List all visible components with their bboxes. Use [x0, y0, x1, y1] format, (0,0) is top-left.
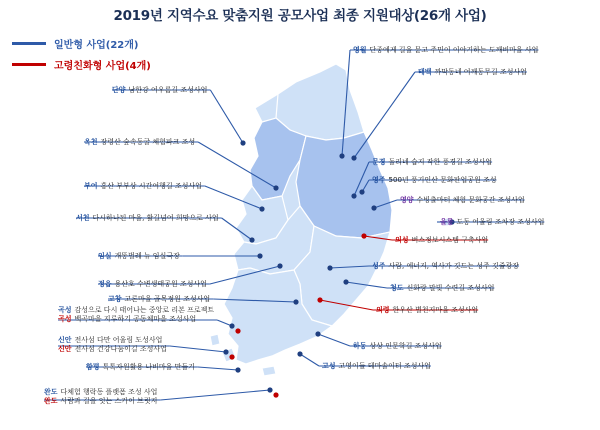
- callout-text: 백곡마을 지루하기 공동체마을 조성사업: [74, 315, 197, 323]
- left-callout: [58, 306, 214, 324]
- callout-text: 돌리네 습지 작한 풍경길 조성사업: [388, 158, 493, 166]
- callout-line: [418, 68, 527, 77]
- callout-line: [440, 218, 544, 227]
- callout-text: 전사섬 다만 어울림 도성사업: [74, 336, 163, 344]
- callout-region: 고창: [108, 295, 122, 303]
- callout-text: 도동 어울림 조차장 조성사업: [456, 218, 545, 226]
- callout-region: 신안: [58, 336, 72, 344]
- legend-general-label: 일반형 사업(22개): [54, 40, 139, 51]
- right-callout: [390, 284, 494, 293]
- right-region-marker: [317, 297, 322, 302]
- left-callout: [108, 295, 210, 304]
- callout-line: [98, 280, 207, 289]
- page-title: 2019년 지역수요 맞춤지원 공모사업 최종 지원대상(26개 사업): [113, 8, 487, 24]
- callout-line: [112, 86, 207, 95]
- right-leader-line: [318, 334, 350, 346]
- callout-text: 장령산 숲속동굴 체험파크 조성: [100, 138, 196, 146]
- left-region-marker: [223, 349, 228, 354]
- legend-general: [12, 36, 139, 51]
- callout-region: 의령: [376, 306, 390, 314]
- left-callout: [98, 280, 207, 289]
- left-region-marker: [259, 206, 264, 211]
- left-leader-line: [170, 346, 226, 352]
- callout-line: [390, 284, 494, 293]
- right-callout: [400, 196, 525, 205]
- left-callout: [76, 214, 219, 223]
- callout-text: 개똥벌레 뉴 임실극장: [114, 252, 180, 260]
- left-region-marker: [277, 263, 282, 268]
- callout-region: 고성: [322, 362, 336, 370]
- callout-text: 다체험 행락동 플랫폼 조성 사업: [60, 388, 158, 396]
- callout-text: 감성으로 다시 태어나는 중앙로 리본 프로젝트: [74, 306, 215, 314]
- right-callout: [353, 342, 442, 351]
- right-callout: [376, 306, 478, 315]
- callout-line: [44, 388, 157, 397]
- callout-line: [44, 397, 157, 406]
- callout-line: [353, 342, 442, 351]
- callout-region: 부여: [84, 182, 98, 190]
- right-region-marker: [351, 155, 356, 160]
- callout-region: 정읍: [98, 280, 112, 288]
- right-region-marker: [297, 351, 302, 356]
- callout-line: [98, 252, 180, 261]
- right-region-marker: [339, 153, 344, 158]
- callout-region: 문경: [372, 158, 386, 166]
- right-callout: [418, 68, 527, 77]
- map-island-1: [222, 348, 236, 362]
- callout-line: [76, 214, 219, 223]
- legend-senior: [12, 57, 151, 72]
- callout-region: 완도: [44, 397, 58, 405]
- callout-line: [84, 138, 195, 147]
- callout-region: 청도: [390, 284, 404, 292]
- callout-text: 톡톡자원활용 나비마을 만들기: [102, 363, 195, 371]
- right-callout: [440, 218, 544, 227]
- callout-text: 고영이들 테마솔이터 조성사업: [338, 362, 431, 370]
- right-leader-line: [300, 354, 319, 366]
- left-region-marker: [267, 387, 272, 392]
- left-region-marker: [257, 253, 262, 258]
- right-region-marker: [361, 233, 366, 238]
- map-regions: [210, 64, 451, 376]
- left-callout: [58, 336, 167, 354]
- callout-text: 단종에게 길을 묻고 주민이 이야기하는 도깨비마을 사업: [369, 46, 539, 54]
- callout-text: 고론마을 골목정원 조성사업: [124, 295, 211, 303]
- callout-text: 신화랑 말빛 수련길 조성사업: [406, 284, 495, 292]
- right-callout: [395, 236, 488, 245]
- callout-text: 용산호 수변생태공원 조성사업: [114, 280, 207, 288]
- callout-line: [372, 262, 519, 271]
- callout-line: [322, 362, 431, 371]
- right-region-marker: [371, 205, 376, 210]
- right-callout: [322, 362, 431, 371]
- callout-text: 수빙출마터 체험 문화공간 조성사업: [416, 196, 525, 204]
- map-island-2: [210, 334, 220, 346]
- legend-senior-label: 고령친화형 사업(4개): [54, 61, 151, 72]
- map-island-3: [262, 366, 276, 376]
- right-leader-line: [354, 72, 415, 158]
- left-callout: [44, 388, 157, 406]
- right-callout: [372, 158, 492, 167]
- callout-text: 버스정보시스템 구축사업: [411, 236, 489, 244]
- right-callout: [372, 176, 496, 185]
- callout-region: 의성: [395, 236, 409, 244]
- left-region-marker-senior: [229, 354, 234, 359]
- left-region-marker: [249, 237, 254, 242]
- left-callout: [98, 252, 180, 261]
- right-region-marker: [359, 189, 364, 194]
- left-leader-line: [210, 90, 243, 143]
- right-callout: [353, 46, 538, 55]
- callout-line: [58, 306, 214, 315]
- callout-line: [84, 182, 202, 191]
- callout-region: 서천: [76, 214, 90, 222]
- left-callout: [84, 138, 195, 147]
- callout-region: 성주: [372, 262, 386, 270]
- legend-general-swatch: [12, 42, 46, 45]
- right-region-marker: [343, 279, 348, 284]
- callout-region: 곡성: [58, 306, 72, 314]
- callout-text: 사람과 길을 잇는 스카이 브릿지: [60, 397, 158, 405]
- left-region-marker: [273, 185, 278, 190]
- callout-region: 영월: [353, 46, 367, 54]
- right-callout: [372, 262, 519, 271]
- left-leader-line: [198, 367, 238, 370]
- callout-region: 완도: [44, 388, 58, 396]
- callout-text: 전사섬 건강나눔이길 조성사업: [74, 345, 167, 353]
- callout-line: [58, 345, 167, 354]
- callout-line: [58, 315, 214, 324]
- right-region-marker: [327, 265, 332, 270]
- left-region-marker-senior: [235, 328, 240, 333]
- callout-text: 까막동네 어깨동무길 조성사업: [434, 68, 527, 76]
- callout-region: 영주: [372, 176, 386, 184]
- callout-region: 함평: [86, 363, 100, 371]
- right-region-marker: [315, 331, 320, 336]
- callout-region: 울릉: [440, 218, 454, 226]
- callout-line: [395, 236, 488, 245]
- callout-text: 홍산 부부상 시간여행길 조성사업: [100, 182, 202, 190]
- callout-line: [58, 336, 167, 345]
- callout-line: [108, 295, 210, 304]
- left-callout: [112, 86, 207, 95]
- callout-region: 하동: [353, 342, 367, 350]
- callout-region: 곡성: [58, 315, 72, 323]
- left-region-marker: [293, 299, 298, 304]
- callout-text: 500년 풍기인산 문화판업공원 조성: [388, 176, 497, 184]
- legend-senior-swatch: [12, 63, 46, 66]
- left-callout: [84, 182, 202, 191]
- callout-region: 신안: [58, 345, 72, 353]
- callout-region: 태백: [418, 68, 432, 76]
- callout-line: [376, 306, 478, 315]
- callout-line: [86, 363, 195, 372]
- left-region-marker: [229, 323, 234, 328]
- callout-line: [372, 176, 496, 185]
- callout-line: [353, 46, 538, 55]
- callout-region: 옥천: [84, 138, 98, 146]
- callout-text: 남한강 어우름길 조성사업: [128, 86, 208, 94]
- callout-region: 단양: [112, 86, 126, 94]
- callout-text: 다시하나된 마을, 활길넘어 희망으로 사업: [92, 214, 219, 222]
- callout-text: 상상 인문학길 조성사업: [369, 342, 442, 350]
- callout-line: [400, 196, 525, 205]
- left-region-marker: [235, 367, 240, 372]
- left-leader-line: [160, 390, 270, 400]
- callout-region: 임실: [98, 252, 112, 260]
- callout-region: 영양: [400, 196, 414, 204]
- callout-text: 사람, 에너지, 역사가 깃드는 성주 깃쥴광장: [388, 262, 520, 270]
- callout-text: 한우산 별천지마을 조성사업: [392, 306, 479, 314]
- left-region-marker: [240, 140, 245, 145]
- left-region-marker-senior: [273, 392, 278, 397]
- left-callout: [86, 363, 195, 372]
- callout-line: [372, 158, 492, 167]
- right-region-marker: [351, 193, 356, 198]
